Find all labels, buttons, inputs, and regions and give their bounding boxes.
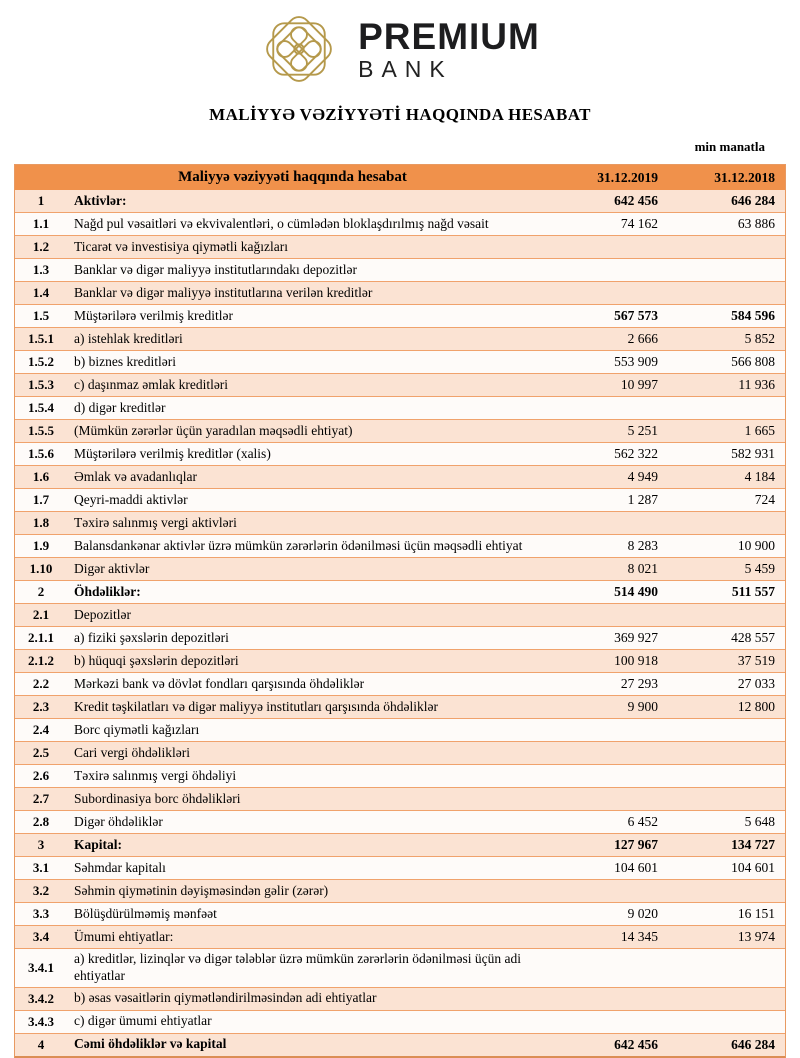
row-value-2019: 553 909 (614, 354, 658, 369)
table-row (15, 856, 785, 879)
row-value-2018: 646 284 (731, 1036, 775, 1052)
row-label: d) digər kreditlər (74, 399, 166, 415)
row-number: 2.5 (32, 745, 50, 760)
row-number: 3.3 (32, 906, 50, 921)
row-label: Cari vergi öhdəlikləri (74, 744, 190, 760)
row-label: Kredit təşkilatları və digər maliyyə institutları qarşısında öhdəliklər (74, 698, 439, 714)
row-number: 2.6 (32, 768, 50, 783)
row-number: 2.8 (32, 814, 50, 829)
row-number: 3.2 (32, 883, 50, 898)
row-label: (Mümkün zərərlər üçün yaradılan məqsədli ehtiyat) (74, 422, 353, 438)
row-value-2018: 646 284 (731, 193, 775, 208)
table-header-row (15, 165, 785, 190)
row-value-2019: 9 020 (627, 906, 658, 921)
row-label: c) daşınmaz əmlak kreditləri (74, 376, 229, 392)
row-number: 2.1.1 (28, 630, 54, 645)
table-row (15, 833, 785, 856)
row-label: a) kreditlər, lizinqlər və digər tələblər üzrə mümkün zərərlərin ödənilməsi üçün adi ehtiyatlar (74, 951, 522, 983)
table-row (15, 534, 785, 557)
bank-wordmark (358, 15, 540, 82)
row-label: Banklar və digər maliyyə institutlarındakı depozitlər (74, 261, 358, 277)
row-number: 3.1 (32, 860, 50, 875)
row-number: 2.2 (32, 676, 50, 691)
table-row (15, 557, 785, 580)
row-label: Əmlak və avadanlıqlar (74, 468, 197, 484)
row-number: 1.1 (32, 216, 50, 231)
row-label: Aktivlər: (74, 192, 127, 208)
table-row (15, 948, 785, 987)
row-value-2019: 1 287 (627, 492, 658, 507)
table-row (15, 1033, 785, 1056)
row-value-2018: 511 557 (731, 584, 775, 599)
table-row (15, 764, 785, 787)
table-row (15, 718, 785, 741)
table-row (15, 304, 785, 327)
row-label: Subordinasiya borc öhdəlikləri (74, 790, 241, 806)
row-number: 1.4 (32, 285, 50, 300)
row-value-2018: 134 727 (731, 837, 775, 852)
row-value-2018: 27 033 (737, 676, 775, 691)
table-row (15, 442, 785, 465)
row-label: c) digər ümumi ehtiyatlar (74, 1013, 212, 1029)
page-title: MALİYYƏ VƏZİYYƏTİ HAQQINDA HESABAT (209, 105, 591, 124)
row-number: 1.8 (32, 515, 50, 530)
row-number: 1.7 (32, 492, 50, 507)
row-label: b) hüquqi şəxslərin depozitləri (74, 652, 239, 668)
row-number: 1.5.3 (28, 377, 54, 392)
row-value-2018: 4 184 (744, 469, 775, 484)
table-row (15, 879, 785, 902)
row-label: Digər öhdəliklər (74, 813, 163, 829)
row-value-2019: 514 490 (614, 584, 658, 599)
row-value-2019: 642 456 (614, 1036, 658, 1052)
row-label: Müştərilərə verilmiş kreditlər (74, 307, 233, 323)
row-value-2019: 5 251 (627, 423, 658, 438)
table-row (15, 281, 785, 304)
row-value-2019: 74 162 (620, 216, 658, 231)
row-label: Qeyri-maddi aktivlər (74, 491, 188, 507)
row-value-2018: 63 886 (737, 216, 775, 231)
table-row (15, 190, 785, 212)
bank-logo-emblem-icon (260, 10, 338, 88)
row-value-2019: 104 601 (614, 860, 658, 875)
row-label: a) fiziki şəxslərin depozitləri (74, 629, 229, 645)
table-row (15, 580, 785, 603)
row-number: 1.9 (32, 538, 50, 553)
row-value-2018: 104 601 (731, 860, 775, 875)
row-value-2018: 5 459 (744, 561, 775, 576)
table-row (15, 465, 785, 488)
row-value-2018: 12 800 (737, 699, 775, 714)
table-row (15, 373, 785, 396)
row-value-2018: 1 665 (744, 423, 775, 438)
bank-name-bank: BANK (358, 55, 453, 82)
table-row (15, 695, 785, 718)
row-number: 1.10 (29, 561, 53, 576)
table-row (15, 488, 785, 511)
row-number: 2 (37, 584, 45, 599)
row-label: Səhmdar kapitalı (74, 859, 166, 875)
row-value-2019: 10 997 (620, 377, 658, 392)
table-row (15, 212, 785, 235)
row-value-2019: 127 967 (614, 837, 658, 852)
row-label: Borc qiymətli kağızları (74, 721, 200, 737)
row-number: 1.3 (32, 262, 50, 277)
row-value-2018: 13 974 (737, 929, 775, 944)
row-label: Bölüşdürülməmiş mənfəət (74, 905, 217, 921)
table-row (15, 787, 785, 810)
row-number: 1.5.4 (28, 400, 54, 415)
row-label: Müştərilərə verilmiş kreditlər (xalis) (74, 445, 271, 461)
row-label: Nağd pul vəsaitləri və ekvivalentləri, o cümlədən bloklaşdırılmış nağd vəsait (74, 215, 489, 231)
table-row (15, 902, 785, 925)
row-label: b) əsas vəsaitlərin qiymətləndirilməsindən adi ehtiyatlar (74, 990, 377, 1006)
row-label: Ümumi ehtiyatlar: (74, 928, 174, 944)
table-row (15, 511, 785, 534)
row-value-2019: 27 293 (620, 676, 658, 691)
table-title: Maliyyə vəziyyəti haqqında hesabat (178, 169, 407, 185)
row-value-2018: 584 596 (731, 308, 775, 323)
table-row (15, 327, 785, 350)
row-label: Təxirə salınmış vergi aktivləri (74, 514, 237, 530)
row-label: b) biznes kreditləri (74, 353, 176, 369)
row-number: 3.4 (32, 929, 50, 944)
row-value-2018: 5 852 (744, 331, 775, 346)
row-number: 3 (37, 837, 45, 852)
row-number: 2.1 (32, 607, 50, 622)
row-value-2019: 4 949 (627, 469, 658, 484)
row-value-2019: 642 456 (614, 193, 658, 208)
table-row (15, 1010, 785, 1033)
column-header-2018: 31.12.2018 (714, 169, 775, 185)
column-header-2019: 31.12.2019 (597, 169, 658, 185)
table-row (15, 235, 785, 258)
row-value-2019: 369 927 (614, 630, 658, 645)
row-number: 2.4 (32, 722, 50, 737)
row-label: Depozitlər (74, 606, 131, 622)
row-number: 1 (37, 193, 45, 208)
row-value-2019: 8 021 (627, 561, 658, 576)
bank-brand-header (0, 0, 800, 93)
table-row (15, 626, 785, 649)
table-row (15, 603, 785, 626)
row-number: 1.5.2 (28, 354, 54, 369)
table-row (15, 741, 785, 764)
table-row (15, 672, 785, 695)
row-value-2019: 8 283 (627, 538, 658, 553)
row-label: Kapital: (74, 836, 123, 852)
row-value-2018: 582 931 (731, 446, 775, 461)
table-row (15, 350, 785, 373)
row-label: Cəmi öhdəliklər və kapital (74, 1036, 227, 1052)
row-value-2018: 10 900 (737, 538, 775, 553)
table-row (15, 987, 785, 1010)
row-number: 1.2 (32, 239, 50, 254)
row-label: Mərkəzi bank və dövlət fondları qarşısında öhdəliklər (74, 675, 365, 691)
row-value-2019: 9 900 (627, 699, 658, 714)
table-body (15, 190, 785, 1056)
table-row (15, 396, 785, 419)
row-number: 4 (37, 1036, 45, 1052)
row-value-2019: 567 573 (614, 308, 658, 323)
row-value-2018: 428 557 (731, 630, 775, 645)
table-row (15, 419, 785, 442)
row-value-2018: 16 151 (737, 906, 775, 921)
row-number: 2.1.2 (28, 653, 54, 668)
row-number: 3.4.3 (28, 1013, 54, 1029)
row-number: 2.7 (32, 791, 50, 806)
row-value-2019: 2 666 (627, 331, 658, 346)
row-number: 1.5.5 (28, 423, 54, 438)
bank-name-premium: PREMIUM (358, 15, 540, 57)
row-label: Ticarət və investisiya qiymətli kağızları (74, 238, 288, 254)
row-value-2018: 566 808 (731, 354, 775, 369)
row-label: Təxirə salınmış vergi öhdəliyi (74, 767, 237, 783)
row-value-2019: 14 345 (620, 929, 658, 944)
row-number: 1.6 (32, 469, 50, 484)
row-number: 3.4.2 (28, 990, 54, 1006)
row-label: Banklar və digər maliyyə institutlarına verilən kreditlər (74, 284, 373, 300)
table-row (15, 810, 785, 833)
row-value-2018: 5 648 (744, 814, 775, 829)
row-value-2019: 6 452 (627, 814, 658, 829)
table-row (15, 649, 785, 672)
row-value-2019: 562 322 (614, 446, 658, 461)
row-number: 1.5.6 (28, 446, 54, 461)
row-label: a) istehlak kreditləri (74, 330, 183, 346)
row-value-2018: 11 936 (738, 377, 775, 392)
row-label: Səhmin qiymətinin dəyişməsindən gəlir (zərər) (74, 882, 329, 898)
row-label: Öhdəliklər: (74, 583, 141, 599)
row-label: Digər aktivlər (74, 560, 150, 576)
financial-statement-table (14, 164, 786, 1058)
table-row (15, 258, 785, 281)
row-value-2019: 100 918 (614, 653, 658, 668)
row-number: 1.5.1 (28, 331, 54, 346)
row-value-2018: 724 (754, 492, 775, 507)
row-label: Balansdankənar aktivlər üzrə mümkün zərərlərin ödənilməsi üçün məqsədli ehtiyat (74, 537, 523, 553)
unit-note: min manatla (694, 139, 765, 154)
row-number: 3.4.1 (28, 959, 54, 975)
row-number: 2.3 (32, 699, 50, 714)
table-row (15, 925, 785, 948)
row-value-2018: 37 519 (737, 653, 775, 668)
row-number: 1.5 (32, 308, 50, 323)
